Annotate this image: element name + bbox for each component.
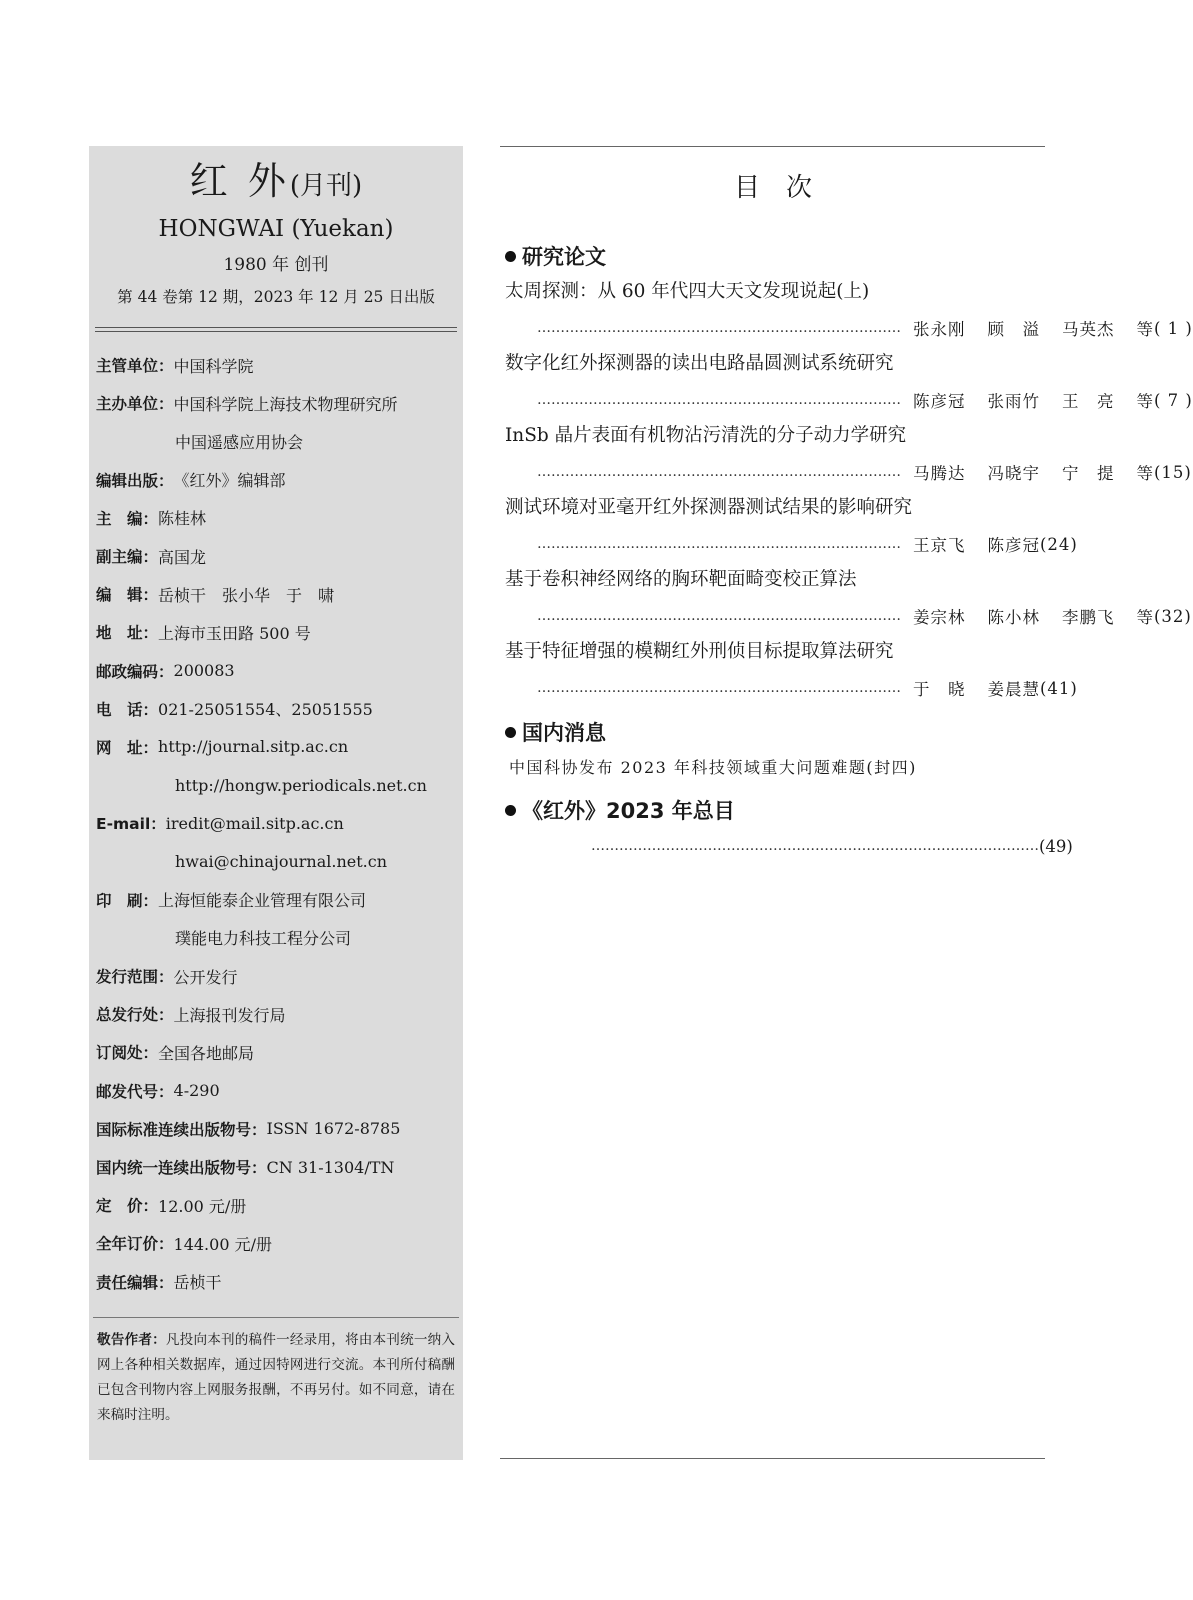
article-byline <box>505 526 1078 562</box>
annual-index-line[interactable] <box>505 828 1073 864</box>
info-value: 高国龙 <box>158 547 207 567</box>
article-title[interactable]: 测试环境对亚毫开红外探测器测试结果的影响研究 <box>505 497 913 518</box>
info-value[interactable]: hwai@chinajournal.net.cn <box>175 852 388 872</box>
page-number: (24) <box>1040 534 1078 554</box>
info-value: 全国各地邮局 <box>158 1043 255 1063</box>
info-value: 上海报刊发行局 <box>173 1005 286 1025</box>
info-row <box>96 384 463 422</box>
journal-subtitle: (月刊) <box>289 171 363 201</box>
info-value: 中国科学院 <box>173 356 254 376</box>
author-name: 等 <box>1136 320 1154 339</box>
info-label: 编 辑： <box>96 586 159 605</box>
author-name: 冯晓宇 <box>987 464 1040 483</box>
page-number: ( 1 ) <box>1154 318 1193 338</box>
info-value[interactable]: iredit@mail.sitp.ac.cn <box>165 813 344 833</box>
info-value: ISSN 1672-8785 <box>266 1119 401 1139</box>
author-name: 陈彦冠 <box>913 392 966 411</box>
section-research: 研究论文 <box>505 238 1041 274</box>
article-authors <box>901 316 1154 340</box>
issue-info: 第 44 卷第 12 期，2023 年 12 月 25 日出版 <box>117 288 435 306</box>
info-row <box>96 995 463 1033</box>
author-name: 陈彦冠 <box>987 536 1040 555</box>
info-row <box>96 652 463 690</box>
info-value[interactable]: http://hongw.periodicals.net.cn <box>175 775 427 795</box>
info-row <box>96 881 463 919</box>
leader-dots: …………………………………………………………………… <box>537 608 901 624</box>
author-name: 等 <box>1136 392 1154 411</box>
info-value: 中国遥感应用协会 <box>175 432 304 452</box>
leader-dots: …………………………………………………………………… <box>537 464 901 480</box>
info-row <box>96 1148 463 1186</box>
info-label: 邮发代号： <box>96 1082 174 1101</box>
info-value: 上海市玉田路 500 号 <box>158 623 311 643</box>
info-row <box>96 346 463 384</box>
article-entry[interactable] <box>505 274 1193 346</box>
toc-title: 目次 <box>733 173 838 203</box>
author-name: 等 <box>1136 464 1154 483</box>
info-row <box>96 728 463 766</box>
author-name: 宁 提 <box>1062 464 1115 483</box>
info-row <box>96 1186 463 1224</box>
contents-bottom-rule <box>500 1458 1045 1459</box>
news-item[interactable]: 中国科协发布 2023 年科技领域重大问题难题(封四) <box>509 758 917 777</box>
journal-pinyin: HONGWAI (Yuekan) <box>158 216 394 242</box>
author-name: 王 亮 <box>1062 392 1115 411</box>
info-label: 网 址： <box>96 738 159 757</box>
info-value: 《红外》编辑部 <box>173 471 286 491</box>
author-notice <box>89 1318 463 1428</box>
author-name: 张永刚 <box>913 320 966 339</box>
section-news: 国内消息 <box>505 714 1041 750</box>
article-entry[interactable] <box>505 634 1078 706</box>
article-title[interactable]: 基于卷积神经网络的胸环靶面畸变校正算法 <box>505 569 857 590</box>
author-name: 等 <box>1136 608 1154 627</box>
info-value[interactable]: http://journal.sitp.ac.cn <box>158 737 349 757</box>
info-label: E-mail： <box>96 815 166 834</box>
author-name: 姜宗林 <box>913 608 966 627</box>
info-value: 144.00 元/册 <box>173 1234 272 1254</box>
notice-text: 凡投向本刊的稿件一经录用，将由本刊统一纳入网上各种相关数据库，通过因特网进行交流。本刊所付稿酬已包含刊物内容上网服务报酬，不再另付。如不同意，请在来稿时注明。 <box>97 1331 456 1423</box>
info-row <box>96 1224 463 1262</box>
publication-info-list <box>89 346 463 1301</box>
article-byline <box>505 454 1192 490</box>
info-label: 定 价： <box>96 1197 159 1216</box>
info-value: 200083 <box>173 661 235 681</box>
bullet-icon <box>505 251 516 262</box>
article-authors <box>901 676 1040 700</box>
author-name: 于 晓 <box>913 680 966 699</box>
section-annual-index[interactable]: 《红外》2023 年总目 <box>505 792 1041 828</box>
info-value: 中国科学院上海技术物理研究所 <box>173 394 398 414</box>
info-row <box>96 766 463 804</box>
bullet-icon <box>505 805 516 816</box>
leader-dots: …………………………………………………………………… <box>537 320 901 336</box>
article-authors <box>901 604 1154 628</box>
info-row <box>96 613 463 651</box>
author-name: 王京飞 <box>913 536 966 555</box>
table-of-contents <box>505 146 1193 864</box>
bullet-icon <box>505 727 516 738</box>
article-byline <box>505 310 1193 346</box>
info-label: 全年订价： <box>96 1235 174 1254</box>
info-row <box>96 1072 463 1110</box>
article-entry[interactable] <box>505 418 1192 490</box>
page-number: (49) <box>1039 836 1073 856</box>
leader-dots: …………………………………………………………………………………… <box>591 838 1039 854</box>
author-name: 姜晨慧 <box>987 680 1040 699</box>
leader-dots: …………………………………………………………………… <box>537 680 901 696</box>
info-value: 公开发行 <box>173 967 238 987</box>
author-name: 马英杰 <box>1062 320 1115 339</box>
article-authors <box>901 460 1154 484</box>
info-value: 12.00 元/册 <box>158 1196 247 1216</box>
info-row <box>96 1263 463 1301</box>
info-value: 璞能电力科技工程分公司 <box>175 929 352 949</box>
info-row <box>96 1110 463 1148</box>
info-label: 印 刷： <box>96 891 159 910</box>
info-row <box>96 919 463 957</box>
info-value: CN 31-1304/TN <box>266 1157 395 1177</box>
info-row <box>96 842 463 880</box>
info-value: 上海恒能泰企业管理有限公司 <box>158 891 367 911</box>
info-label: 主 编： <box>96 509 159 528</box>
info-label: 发行范围： <box>96 968 174 987</box>
info-value: 4-290 <box>173 1081 220 1101</box>
info-row <box>96 957 463 995</box>
page-number: ( 7 ) <box>1154 390 1193 410</box>
info-label: 总发行处： <box>96 1006 174 1025</box>
article-entry[interactable] <box>505 490 1078 562</box>
info-row <box>96 499 463 537</box>
info-label: 国际标准连续出版物号： <box>96 1120 267 1139</box>
article-byline <box>505 598 1192 634</box>
info-row <box>96 575 463 613</box>
founded-year: 1980 年 创刊 <box>223 255 329 275</box>
info-row <box>96 804 463 842</box>
info-label: 主管单位： <box>96 357 174 376</box>
info-value: 岳桢干 张小华 于 啸 <box>158 585 335 605</box>
leader-dots: …………………………………………………………………… <box>537 536 901 552</box>
info-label: 责任编辑： <box>96 1273 174 1292</box>
info-label: 订阅处： <box>96 1044 159 1063</box>
info-label: 副主编： <box>96 548 159 567</box>
info-row <box>96 537 463 575</box>
journal-title: 红 外(月刊) <box>189 159 363 203</box>
info-row <box>96 1033 463 1071</box>
info-label: 电 话： <box>96 700 159 719</box>
info-label: 编辑出版： <box>96 471 174 490</box>
info-value: 021-25051554、25051555 <box>158 700 373 720</box>
article-title[interactable]: 数字化红外探测器的读出电路晶圆测试系统研究 <box>505 353 894 374</box>
double-rule <box>95 327 457 332</box>
info-row <box>96 690 463 728</box>
info-row <box>96 422 463 460</box>
article-authors <box>901 532 1040 556</box>
article-byline <box>505 670 1078 706</box>
page-number: (15) <box>1154 462 1192 482</box>
info-value: 陈桂林 <box>158 509 207 529</box>
article-entry[interactable] <box>505 562 1192 634</box>
article-byline <box>505 382 1193 418</box>
page-number: (41) <box>1040 678 1078 698</box>
author-name: 李鹏飞 <box>1062 608 1115 627</box>
article-title[interactable]: 基于特征增强的模糊红外刑侦目标提取算法研究 <box>505 641 894 662</box>
masthead <box>89 156 463 311</box>
masthead-panel <box>89 146 463 1460</box>
info-value: 岳桢干 <box>173 1273 222 1293</box>
article-authors <box>901 388 1154 412</box>
author-name: 张雨竹 <box>987 392 1040 411</box>
author-name: 陈小林 <box>987 608 1040 627</box>
author-name: 马腾达 <box>913 464 966 483</box>
info-label: 地 址： <box>96 624 159 643</box>
notice-label: 敬告作者： <box>97 1331 166 1348</box>
info-label: 国内统一连续出版物号： <box>96 1159 267 1178</box>
article-title[interactable]: InSb 晶片表面有机物沾污清洗的分子动力学研究 <box>505 425 907 446</box>
article-list <box>505 274 1193 706</box>
info-label: 邮政编码： <box>96 662 174 681</box>
leader-dots: …………………………………………………………………… <box>537 392 901 408</box>
author-name: 顾 溢 <box>987 320 1040 339</box>
article-title[interactable]: 太周探测：从 60 年代四大天文发现说起(上) <box>505 281 870 302</box>
info-label: 主办单位： <box>96 395 174 414</box>
info-row <box>96 461 463 499</box>
page-number: (32) <box>1154 606 1192 626</box>
article-entry[interactable] <box>505 346 1193 418</box>
